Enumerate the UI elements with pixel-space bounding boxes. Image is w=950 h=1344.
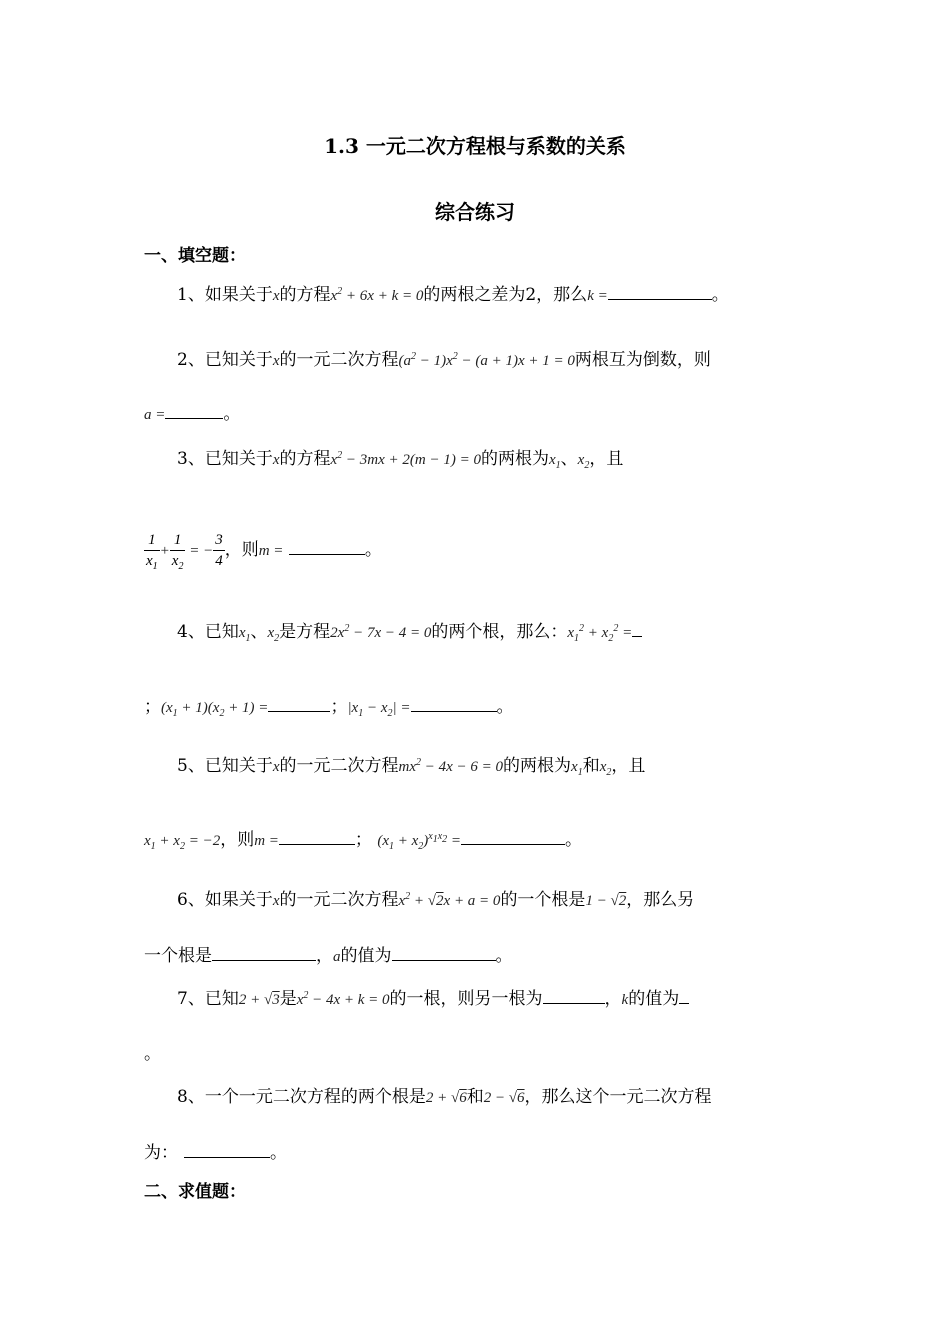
question-2-line2: a = 。 bbox=[144, 404, 241, 424]
section-fill-in: 一、填空题： bbox=[144, 246, 246, 266]
question-7-line2: 。 bbox=[144, 1044, 161, 1064]
answer-blank[interactable] bbox=[268, 695, 330, 712]
question-4-line2: ；$(x_1 + 1)(x_2 + 1)$ = ；$|x_1 - x_2|$ = 。 bbox=[144, 697, 514, 719]
question-3: 3、已知关于x的方程$x^2 - 3mx + 2(m - 1) = 0$的两根为$x_1$、$x_2$，且 bbox=[177, 449, 624, 471]
math: x bbox=[272, 353, 280, 369]
math: $x_1 + x_2 = -2$ bbox=[144, 833, 221, 852]
math: $(x_1 + 1)(x_2 + 1)$ = bbox=[161, 700, 269, 719]
math: x bbox=[272, 759, 280, 775]
math: x bbox=[272, 452, 280, 468]
answer-blank[interactable] bbox=[543, 987, 605, 1004]
math: $x_1^2 + x_2^2$ = bbox=[567, 623, 633, 644]
question-5-line2: $x_1 + x_2 = -2$，则m = ； $(x_1 + x_2)^{x_1x_2}$ = 。 bbox=[144, 830, 583, 852]
math: 2 − √6 bbox=[483, 1090, 525, 1106]
question-2: 2、已知关于x的一元二次方程$(a^2 - 1)x^2 - (a + 1)x + 1 = 0$两根互为倒数，则 bbox=[177, 350, 711, 370]
question-4: 4、已知$x_1$、$x_2$是方程$2x^2 - 7x - 4 = 0$的两个根，那么：$x_1^2 + x_2^2$ = bbox=[177, 620, 642, 645]
answer-blank[interactable] bbox=[679, 987, 689, 1004]
answer-blank[interactable] bbox=[279, 828, 355, 845]
math: 2 + √3 bbox=[238, 992, 280, 1008]
math: m = bbox=[258, 543, 284, 559]
math: x bbox=[272, 288, 280, 304]
answer-blank[interactable] bbox=[289, 538, 365, 555]
fraction: $\frac{1}{x_2}$ bbox=[171, 532, 184, 572]
math: $x^2 + 6x + k = 0$ bbox=[330, 286, 424, 304]
answer-blank[interactable] bbox=[184, 1141, 270, 1158]
question-7: 7、已知2 + √3是$x^2 - 4x + k = 0$的一根，则另一根为 ，k的值为 bbox=[177, 987, 689, 1012]
math: k = bbox=[587, 288, 608, 304]
math: $x^2 + √2x + a = 0$ bbox=[398, 891, 501, 909]
question-8-line2: 为： 。 bbox=[144, 1143, 287, 1163]
page-title: 1.3 一元二次方程根与系数的关系 bbox=[324, 134, 626, 158]
question-6: 6、如果关于x的一元二次方程$x^2 + √2x + a = 0$的一个根是1 − √2，那么另 bbox=[177, 890, 695, 910]
math: $x_1$ bbox=[571, 759, 583, 778]
math: $x^2 - 4x + k = 0$ bbox=[296, 990, 390, 1008]
math: $(x_1 + x_2)^{x_1x_2}$ = bbox=[377, 831, 462, 852]
math: $x_2$ bbox=[267, 625, 280, 644]
math: $(a^2 - 1)x^2 - (a + 1)x + 1 = 0$ bbox=[398, 351, 575, 369]
answer-blank[interactable] bbox=[411, 695, 497, 712]
math: 1 − √2 bbox=[585, 893, 627, 909]
answer-blank[interactable] bbox=[392, 944, 496, 961]
answer-blank[interactable] bbox=[212, 944, 316, 961]
question-1: 1、如果关于x的方程$x^2 + 6x + k = 0$的两根之差为2，那么k = 。 bbox=[177, 285, 729, 305]
math: k bbox=[621, 992, 629, 1008]
math: x bbox=[272, 893, 280, 909]
math: $x_1$ bbox=[548, 452, 561, 471]
math: $2x^2 - 7x - 4 = 0$ bbox=[330, 623, 432, 641]
math: $x_2$ bbox=[577, 452, 590, 471]
math: $mx^2 - 4x - 6 = 0$ bbox=[398, 757, 504, 775]
math: $x^2 - 3mx + 2(m - 1) = 0$ bbox=[330, 450, 481, 468]
math: a = bbox=[144, 407, 166, 423]
math: 2 + √6 bbox=[425, 1090, 467, 1106]
math: $x_1$ bbox=[238, 625, 251, 644]
math: a bbox=[333, 949, 341, 965]
math: $|x_1 - x_2|$ = bbox=[347, 700, 411, 719]
math: m = bbox=[254, 833, 279, 849]
answer-blank[interactable] bbox=[632, 620, 642, 637]
fraction: $\frac{1}{x_1}$ bbox=[146, 532, 158, 572]
answer-blank[interactable] bbox=[165, 402, 223, 419]
question-6-line2: 一个根是 ，a的值为 。 bbox=[144, 946, 513, 966]
question-5: 5、已知关于x的一元二次方程$mx^2 - 4x - 6 = 0$的两根为$x_1$和$x_2$，且 bbox=[177, 756, 646, 778]
fraction: $\frac{3}{4}$ bbox=[215, 532, 223, 569]
answer-blank[interactable] bbox=[461, 828, 565, 845]
question-8: 8、一个一元二次方程的两个根是2 + √6和2 − √6，那么这个一元二次方程 bbox=[177, 1087, 712, 1107]
math: $x_2$ bbox=[599, 759, 612, 778]
section-evaluate: 二、求值题： bbox=[144, 1182, 246, 1202]
answer-blank[interactable] bbox=[608, 283, 712, 300]
page-subtitle: 综合练习 bbox=[435, 200, 515, 224]
question-3-line2: $\frac{1}{x_1}$ + $\frac{1}{x_2}$ = − $\frac{3}{4}$ ，则m = 。 bbox=[146, 532, 382, 572]
